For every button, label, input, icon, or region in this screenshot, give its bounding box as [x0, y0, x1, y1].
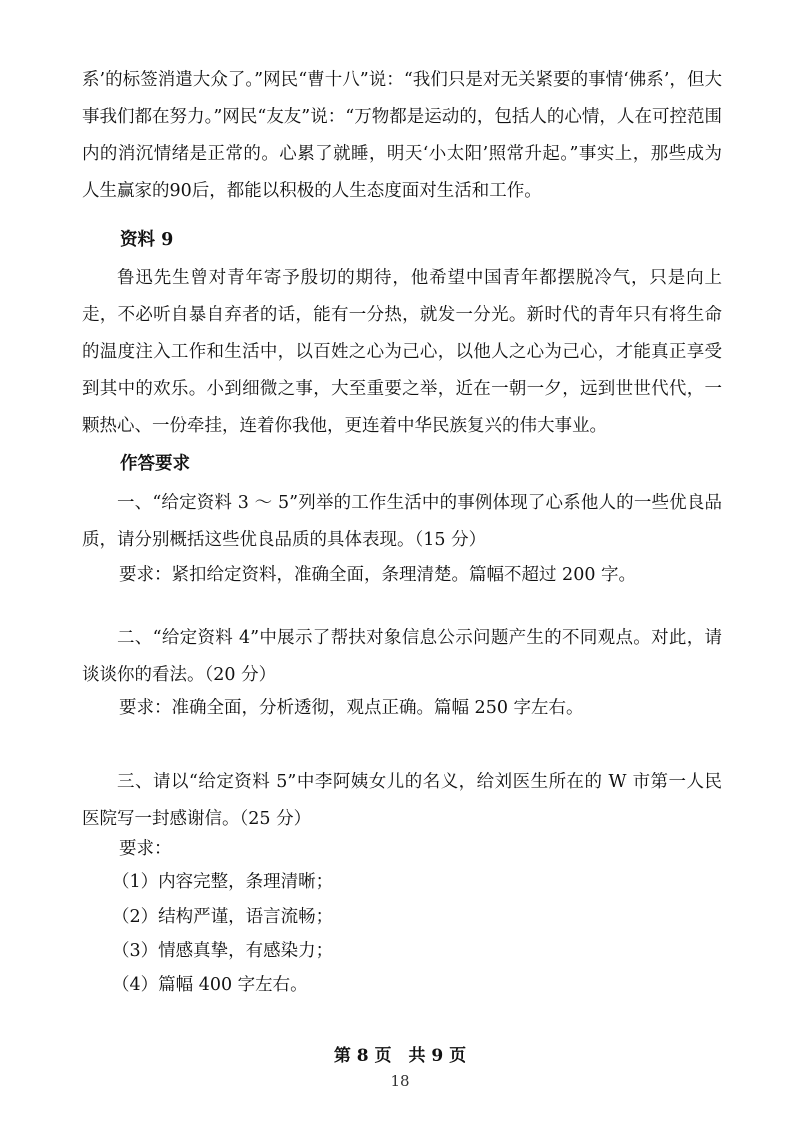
- page-number: 第 8 页 共 9 页: [333, 1046, 467, 1066]
- material-9-paragraph: 鲁迅先生曾对青年寄予殷切的期待，他希望中国青年都摆脱冷气，只是向上走，不必听自暴自弃者的话，能有一分热，就发一分光。新时代的青年只有将生命的温度注入工作和生活中，以百姓之心为己心，以他人之心为己心，才能真正享受到其中的欢乐。小到细微之事，大至重要之举，近在一朝一夕，远到世世代代，一颗热心、一份牵挂，连着你我他，更连着中华民族复兴的伟大事业。: [82, 268, 722, 436]
- question-2-requirement: 要求：准确全面，分析透彻，观点正确。篇幅 250 字左右。: [119, 698, 584, 718]
- question-3-item: （4）篇幅 400 字左右。: [112, 975, 308, 995]
- question-3-item: （3）情感真挚，有感染力；: [112, 941, 334, 961]
- requirements-heading: 作答要求: [120, 454, 190, 474]
- intro-paragraph: 系’的标签消遣大众了。”网民“曹十八”说：“我们只是对无关紧要的事情‘佛系’，但大事我们都在努力。”网民“友友”说：“万物都是运动的，包括人的心情，人在可控范围内的消沉情绪是正常的。心累了就睡，明天‘小太阳’照常升起。”事实上，那些成为人生赢家的90后，都能以积极的人生态度面对生活和工作。: [82, 70, 722, 201]
- question-3-requirement-label: 要求：: [119, 839, 172, 859]
- question-1-text: 一、“给定资料 3 ～ 5”列举的工作生活中的事例体现了心系他人的一些优良品质，请分别概括这些优良品质的具体表现。（15 分）: [82, 493, 722, 550]
- question-2-text: 二、“给定资料 4”中展示了帮扶对象信息公示问题产生的不同观点。对此，请谈谈你的看法。（20 分）: [82, 628, 722, 685]
- sheet-number: 18: [390, 1072, 410, 1090]
- question-3-text: 三、请以“给定资料 5”中李阿姨女儿的名义，给刘医生所在的 W 市第一人民医院写一封感谢信。（25 分）: [82, 772, 722, 829]
- material-9-heading: 资料 9: [120, 230, 174, 250]
- question-1-requirement: 要求：紧扣给定资料，准确全面，条理清楚。篇幅不超过 200 字。: [119, 565, 637, 585]
- question-3-item: （2）结构严谨，语言流畅；: [112, 907, 334, 927]
- question-3-item: （1）内容完整，条理清晰；: [112, 872, 334, 892]
